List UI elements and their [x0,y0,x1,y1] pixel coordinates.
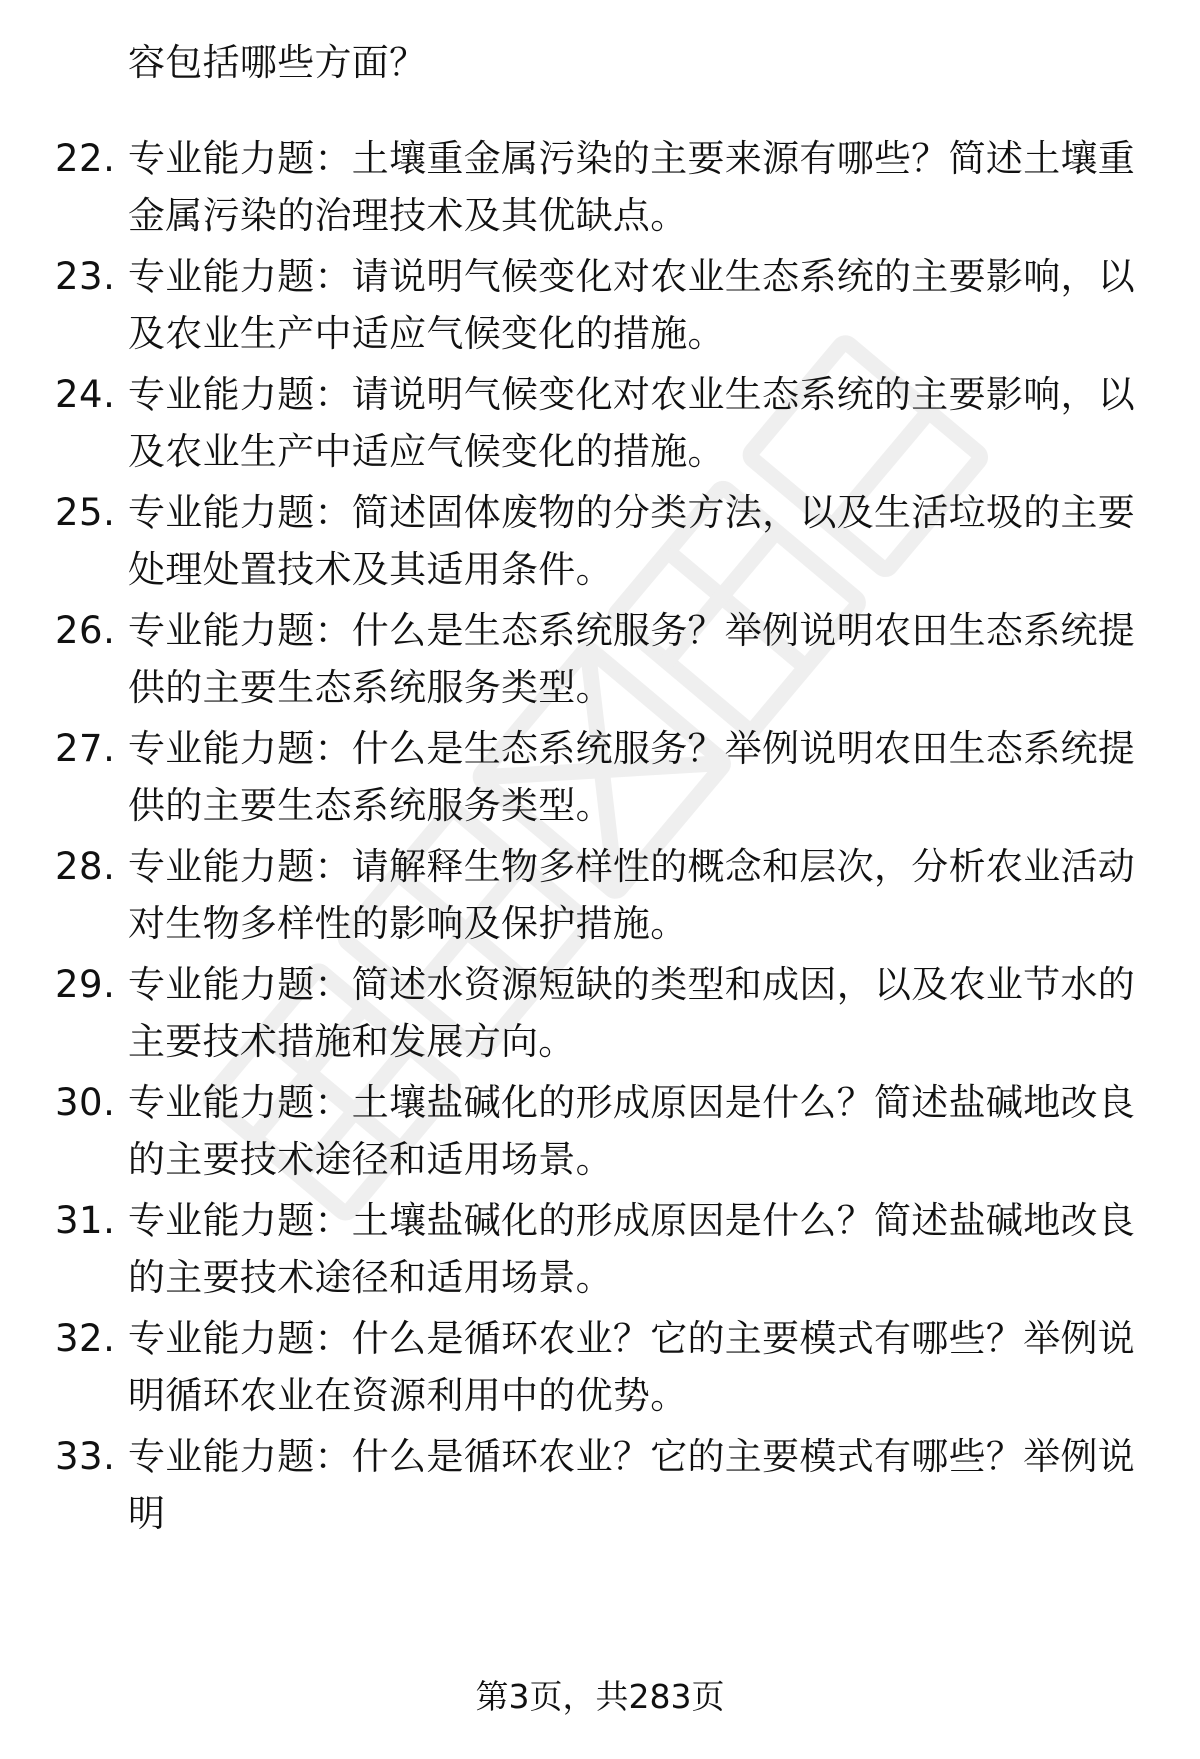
page-number-label: 第3页，共283页 [475,1677,725,1716]
question-continuation-text: 容包括哪些方面？ [128,41,427,84]
question-number: 32. [55,1317,116,1360]
question-number: 23. [55,255,116,298]
question-text: 专业能力题：土壤重金属污染的主要来源有哪些？简述土壤重金属污染的治理技术及其优缺点。 [128,137,1136,237]
question-text: 专业能力题：简述水资源短缺的类型和成因，以及农业节水的主要技术措施和发展方向。 [128,963,1136,1063]
question-number: 28. [55,845,116,888]
question-number: 25. [55,491,116,534]
question-text: 专业能力题：土壤盐碱化的形成原因是什么？简述盐碱地改良的主要技术途径和适用场景。 [128,1199,1136,1299]
question-number: 29. [55,963,116,1006]
question-text: 专业能力题：什么是生态系统服务？举例说明农田生态系统提供的主要生态系统服务类型。 [128,609,1136,709]
question-number: 26. [55,609,116,652]
question-number: 27. [55,727,116,770]
question-number: 31. [55,1199,116,1242]
question-number: 33. [55,1435,116,1478]
question-text: 专业能力题：什么是生态系统服务？举例说明农田生态系统提供的主要生态系统服务类型。 [128,727,1136,827]
question-text: 专业能力题：简述固体废物的分类方法，以及生活垃圾的主要处理处置技术及其适用条件。 [128,491,1136,591]
question-text: 专业能力题：请说明气候变化对农业生态系统的主要影响，以及农业生产中适应气候变化的措施。 [128,255,1136,355]
question-number: 30. [55,1081,116,1124]
question-text: 专业能力题：什么是循环农业？它的主要模式有哪些？举例说明 [128,1435,1136,1535]
question-text: 专业能力题：什么是循环农业？它的主要模式有哪些？举例说明循环农业在资源利用中的优势。 [128,1317,1136,1417]
question-number: 22. [55,137,116,180]
question-text: 专业能力题：请解释生物多样性的概念和层次，分析农业活动对生物多样性的影响及保护措施。 [128,845,1136,945]
question-text: 专业能力题：土壤盐碱化的形成原因是什么？简述盐碱地改良的主要技术途径和适用场景。 [128,1081,1136,1181]
question-number: 24. [55,373,116,416]
page-footer [0,1672,1200,1722]
question-text: 专业能力题：请说明气候变化对农业生态系统的主要影响，以及农业生产中适应气候变化的措施。 [128,373,1136,473]
